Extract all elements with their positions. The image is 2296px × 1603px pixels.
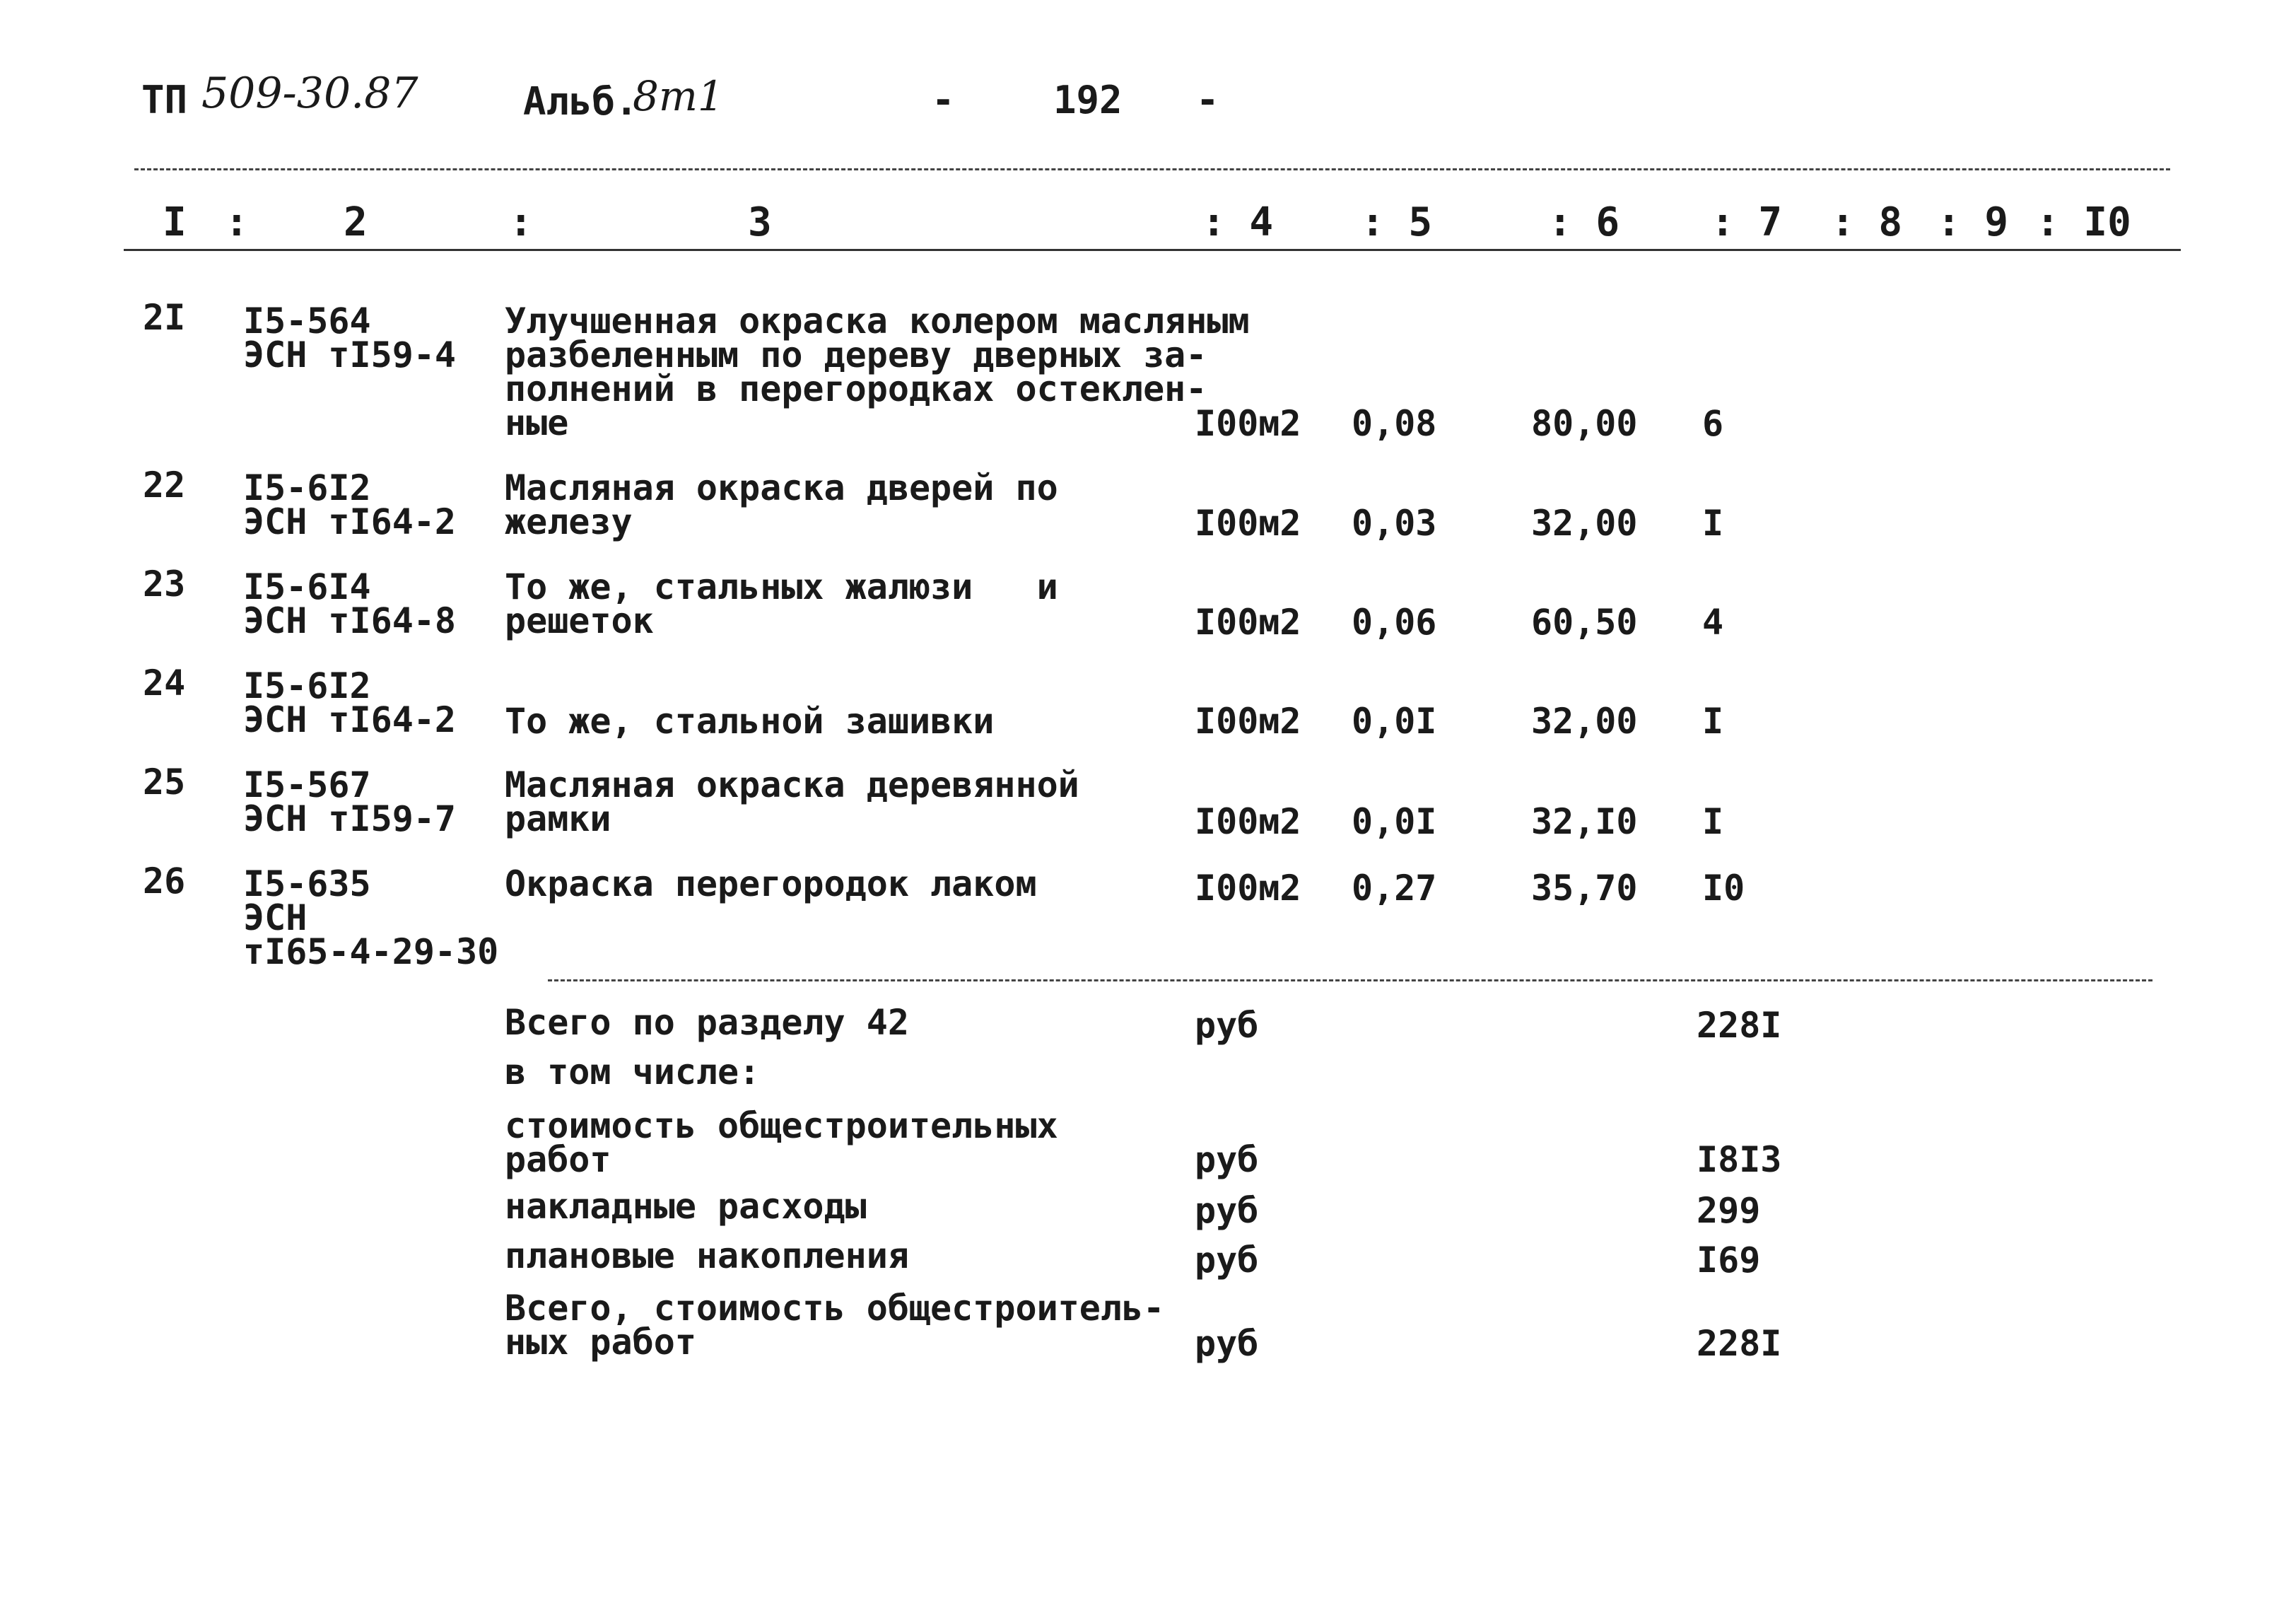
total-cost: I (1702, 801, 1724, 842)
col-1: I (163, 199, 187, 245)
unit: I00м2 (1195, 602, 1301, 643)
col-sep: : (509, 199, 533, 245)
unit-price: 60,50 (1531, 602, 1638, 643)
summary-value: 228I (1697, 1005, 1782, 1046)
row-number: 2I (143, 297, 186, 338)
dash-left: - (932, 78, 955, 122)
row-number: 23 (143, 564, 186, 605)
row-number: 26 (143, 861, 186, 902)
summary-label: Всего по разделу 42 (505, 1002, 909, 1043)
work-description: То же, стальных жалюзи и решеток (505, 566, 1058, 641)
col-10: : I0 (2036, 199, 2131, 245)
summary-unit: руб (1195, 1240, 1259, 1281)
col-7: : 7 (1711, 199, 1783, 245)
summary-label: плановые накопления (505, 1235, 909, 1276)
summary-label: в том числе: (505, 1051, 761, 1092)
quantity: 0,08 (1352, 403, 1437, 444)
total-cost: 4 (1702, 602, 1724, 643)
col-9: : 9 (1937, 199, 2009, 245)
header-bottom-rule (124, 249, 2181, 251)
quantity: 0,06 (1352, 602, 1437, 643)
summary-label: стоимость общестроительных работ (505, 1105, 1058, 1180)
rate-code: I5-6I2 ЭСН тI64-2 (243, 467, 457, 542)
quantity: 0,0I (1352, 701, 1437, 742)
summary-value: I69 (1697, 1240, 1761, 1281)
col-3: 3 (748, 199, 772, 245)
project-number: 509-30.87 (201, 69, 418, 118)
rate-code: I5-6I2 ЭСН тI64-2 (243, 665, 457, 740)
quantity: 0,0I (1352, 801, 1437, 842)
summary-value: 228I (1697, 1323, 1782, 1364)
album-number: 8т1 (633, 72, 724, 120)
summary-value: 299 (1697, 1190, 1761, 1231)
work-description: Масляная окраска деревянной рамки (505, 764, 1079, 839)
unit-price: 80,00 (1531, 403, 1638, 444)
summary-value: I8I3 (1697, 1139, 1782, 1180)
total-cost: I (1702, 701, 1724, 742)
series-code: ТП (141, 78, 188, 122)
summary-unit: руб (1195, 1005, 1259, 1046)
col-4: : 4 (1202, 199, 1274, 245)
col-5: : 5 (1361, 199, 1433, 245)
work-description: Улучшенная окраска колером масляным разбеленным по дереву дверных за- полнений в перегородках остеклен- ные (505, 301, 1250, 443)
work-description: Окраска перегородок лаком (505, 863, 1037, 904)
row-number: 25 (143, 762, 186, 803)
unit-price: 35,70 (1531, 868, 1638, 909)
unit-price: 32,00 (1531, 701, 1638, 742)
summary-label: Всего, стоимость общестроитель- ных работ (505, 1288, 1165, 1363)
rate-code: I5-564 ЭСН тI59-4 (243, 301, 457, 375)
unit-price: 32,00 (1531, 503, 1638, 544)
quantity: 0,27 (1352, 868, 1437, 909)
album-label: Альб. (523, 79, 638, 124)
summary-rule (548, 979, 2152, 981)
header-top-rule (134, 168, 2170, 170)
unit: I00м2 (1195, 801, 1301, 842)
col-2: 2 (344, 199, 368, 245)
rate-code: I5-635 ЭСН тI65-4-29-30 (243, 863, 499, 972)
page-number: 192 (1053, 78, 1123, 122)
total-cost: I (1702, 503, 1724, 544)
unit: I00м2 (1195, 701, 1301, 742)
unit: I00м2 (1195, 403, 1301, 444)
summary-label: накладные расходы (505, 1186, 867, 1227)
total-cost: 6 (1702, 403, 1724, 444)
row-number: 24 (143, 663, 186, 704)
quantity: 0,03 (1352, 503, 1437, 544)
unit: I00м2 (1195, 503, 1301, 544)
summary-unit: руб (1195, 1323, 1259, 1364)
rate-code: I5-567 ЭСН тI59-7 (243, 764, 457, 839)
summary-unit: руб (1195, 1190, 1259, 1231)
unit: I00м2 (1195, 868, 1301, 909)
col-6: : 6 (1548, 199, 1620, 245)
total-cost: I0 (1702, 868, 1745, 909)
work-description: То же, стальной зашивки (505, 701, 995, 742)
work-description: Масляная окраска дверей по железу (505, 467, 1058, 542)
col-8: : 8 (1831, 199, 1903, 245)
summary-unit: руб (1195, 1139, 1259, 1180)
col-sep: : (225, 199, 249, 245)
rate-code: I5-6I4 ЭСН тI64-8 (243, 566, 457, 641)
row-number: 22 (143, 465, 186, 506)
dash-right: - (1196, 78, 1219, 122)
unit-price: 32,I0 (1531, 801, 1638, 842)
